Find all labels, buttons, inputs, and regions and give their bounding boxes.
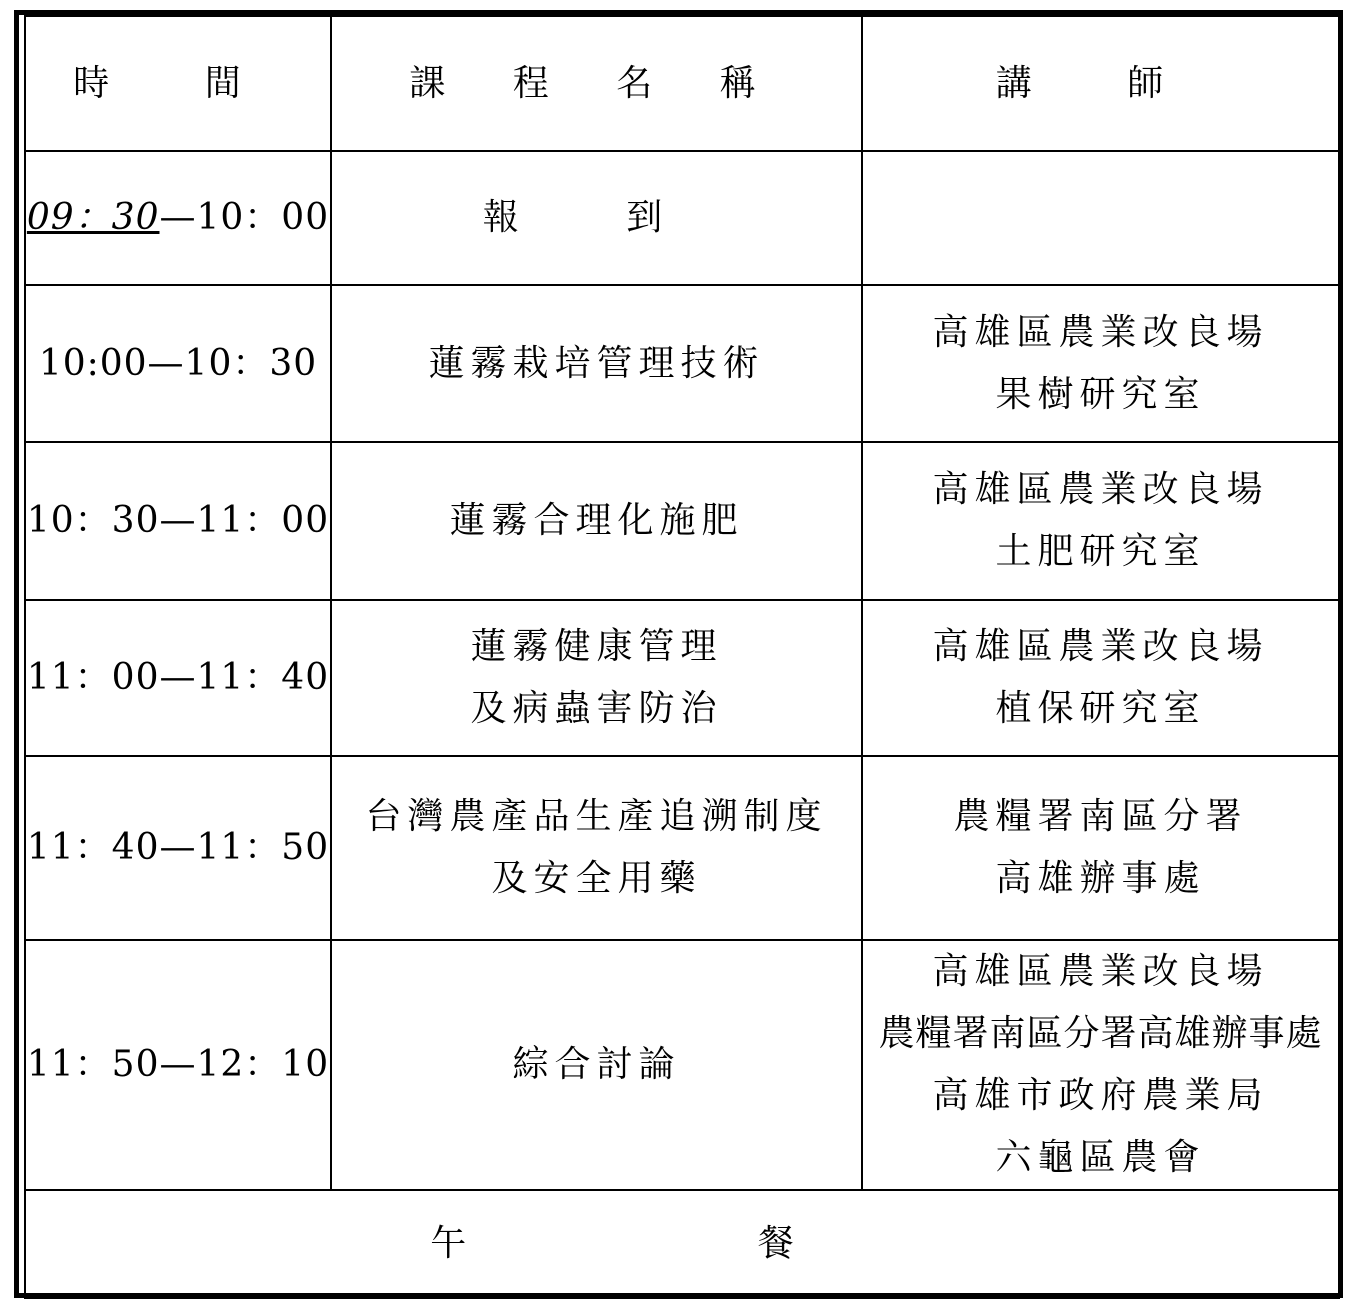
course-cell [331,940,862,1190]
lunch-cell [25,1190,1339,1298]
lecturer-line: 高雄區農業改良場 [932,469,1269,510]
lecturer-line: 農糧署南區分署高雄辦事處 [878,1013,1323,1054]
header-lecturer: 講 師 [862,16,1339,151]
lecturer-cell [862,756,1339,940]
course-line: 蓮霧健康管理 [470,626,723,667]
time-end: —10：00 [159,197,330,238]
lecturer-cell [862,442,1339,600]
course-line: 蓮霧合理化施肥 [449,500,744,541]
header-time: 時 間 [25,16,331,151]
time-cell: 10:00—10：30 [25,285,331,442]
course-cell [331,600,862,756]
lunch-label: 午 餐 [430,1223,934,1264]
lecturer-cell [862,600,1339,756]
lecturer-cell [862,285,1339,442]
lecturer-cell [862,151,1339,285]
table-row [25,285,1339,442]
schedule-table [24,15,1340,1299]
lecturer-line: 高雄市政府農業局 [932,1075,1269,1116]
lunch-row [25,1190,1339,1298]
lecturer-line: 果樹研究室 [995,373,1206,415]
time-cell: 10：30—11：00 [25,442,331,600]
course-cell [331,285,862,442]
lecturer-line: 高雄區農業改良場 [932,311,1269,353]
lecturer-line: 高雄辦事處 [995,858,1206,899]
lecturer-line: 植保研究室 [995,688,1206,729]
lecturer-line: 土肥研究室 [995,531,1206,572]
time-start: 09：30 [26,197,160,238]
course-line: 及安全用藥 [491,858,702,899]
course-cell [331,756,862,940]
course-cell [331,151,862,285]
time-cell: 11：00—11：40 [25,600,331,756]
lecturer-cell [862,940,1339,1190]
table-row [25,151,1339,285]
table-row [25,756,1339,940]
time-cell: 11：40—11：50 [25,756,331,940]
lecturer-line: 高雄區農業改良場 [932,626,1269,667]
lecturer-line: 高雄區農業改良場 [932,951,1269,992]
lecturer-line: 六龜區農會 [995,1137,1206,1178]
course-line: 綜合討論 [512,1044,681,1085]
course-line: 台灣農產品生產追溯制度 [365,796,828,837]
header-course: 課 程 名 稱 [331,16,862,151]
header-row [25,16,1339,151]
course-cell [331,442,862,600]
course-line: 報 到 [482,197,711,238]
table-row [25,940,1339,1190]
table-row [25,600,1339,756]
lecturer-line: 農糧署南區分署 [953,796,1248,837]
time-cell [25,151,331,285]
course-line: 蓮霧栽培管理技術 [428,342,765,384]
course-line: 及病蟲害防治 [470,688,723,729]
time-cell: 11：50—12：10 [25,940,331,1190]
table-row [25,442,1339,600]
